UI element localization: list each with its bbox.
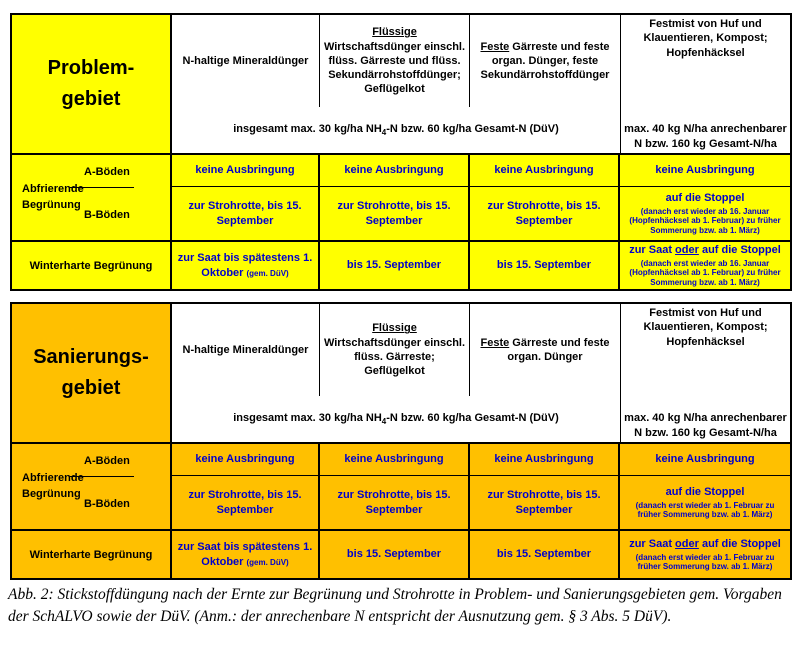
- underlined-word: Flüssige: [372, 26, 417, 39]
- cell-text: auf die Stoppel: [665, 486, 745, 499]
- sanierungsgebiet-title-line2: gebiet: [61, 377, 121, 399]
- problem-insgesamt-row: [172, 107, 620, 153]
- figure-caption: Abb. 2: Stickstoffdüngung nach der Ernte zur Begrünung und Strohrotte in Problem- und Sanierungsgebieten gem. Vorgaben der SchALVO sowie der DüV. (Anm.: der anrechenbare N entspricht der Ausnutzung gem. § 3 Abs. 5 DüV).: [8, 586, 782, 626]
- cell-text: zur Strohrotte, bis 15. September: [337, 200, 451, 227]
- header-text: [323, 321, 466, 378]
- cell-pre: zur Saat: [629, 244, 676, 257]
- sanierung-header-mineralduenger: [172, 304, 320, 396]
- insgesamt-post: -N bzw. 60 kg/ha Gesamt-N (DüV): [386, 411, 559, 424]
- header-rest: Gärreste und feste organ. Dünger, feste Sekundärrohstoffdünger: [480, 40, 610, 82]
- festmist-limit: max. 40 kg N/ha anrechenbarer N bzw. 160 kg Gesamt-N/ha: [624, 412, 787, 439]
- cell-text: [629, 243, 781, 257]
- cell-note: (danach erst wieder ab 16. Januar (Hopfenhäcksel ab 1. Februar) zu früher Sommerung bzw. ab 1. März): [629, 258, 781, 287]
- problem-b-fluessig: [320, 186, 470, 240]
- insgesamt-sub: 4: [381, 128, 387, 138]
- sanierungsgebiet-title-cell: [12, 304, 172, 442]
- cell-note: (danach erst wieder ab 1. Februar zu früher Sommerung bzw. ab 1. März): [635, 552, 775, 572]
- problemgebiet-title-line1: Problem-: [47, 57, 135, 79]
- cell-text: [629, 537, 781, 551]
- cell-post: auf die Stoppel: [698, 244, 781, 257]
- boden-sublabels: [84, 444, 170, 529]
- a-boeden-label: A-Böden: [84, 165, 130, 178]
- problem-label-abfrierende-begruenung: [12, 153, 172, 240]
- problem-b-mineral: [172, 186, 320, 240]
- insgesamt-pre: insgesamt max. 30 kg/ha NH: [233, 411, 382, 424]
- problem-a-fluessig: [320, 153, 470, 186]
- cell-post: auf die Stoppel: [698, 538, 781, 551]
- cell-note: (danach erst wieder ab 16. Januar (Hopfenhäcksel ab 1. Februar) zu früher Sommerung bzw. ab 1. März): [629, 206, 781, 235]
- sanierung-w-fest: [470, 529, 620, 578]
- cell-text: zur Strohrotte, bis 15. September: [487, 489, 601, 516]
- sanierung-a-fest: [470, 442, 620, 475]
- problem-w-mineral: [172, 240, 320, 289]
- sanierung-b-festmist: [620, 475, 790, 529]
- problem-b-festmist: [620, 186, 790, 240]
- cell-text: [175, 540, 315, 569]
- festmist-limit: max. 40 kg N/ha anrechenbarer N bzw. 160 kg Gesamt-N/ha: [624, 123, 787, 150]
- cell-text: bis 15. September: [496, 548, 592, 561]
- header-text: N-haltige Mineraldünger: [182, 343, 309, 356]
- cell-main: zur Saat bis spätestens 1. Oktober: [177, 541, 313, 568]
- sanierung-a-festmist: [620, 442, 790, 475]
- underlined-word: Flüssige: [372, 322, 417, 335]
- insgesamt-post: -N bzw. 60 kg/ha Gesamt-N (DüV): [386, 122, 559, 135]
- cell-pre: zur Saat: [629, 538, 676, 551]
- cell-text: keine Ausbringung: [195, 453, 295, 466]
- cell-text: zur Strohrotte, bis 15. September: [188, 489, 302, 516]
- cell-small: (gem. DüV): [246, 268, 289, 278]
- b-boeden-label: B-Böden: [84, 498, 130, 510]
- cell-main: zur Saat bis spätestens 1. Oktober: [177, 252, 313, 279]
- problemgebiet-title-line2: gebiet: [61, 88, 121, 110]
- problem-w-fluessig: [320, 240, 470, 289]
- problem-a-mineral: [172, 153, 320, 186]
- sanierung-b-fluessig: [320, 475, 470, 529]
- underlined-word: Feste: [480, 336, 510, 349]
- b-boeden-label: B-Böden: [84, 209, 130, 221]
- sanierung-w-festmist: [620, 529, 790, 578]
- sanierung-w-mineral: [172, 529, 320, 578]
- problem-a-fest: [470, 153, 620, 186]
- sanierung-header-feste-gaerreste: [470, 304, 620, 396]
- underlined-word: oder: [675, 244, 699, 257]
- sanierung-b-mineral: [172, 475, 320, 529]
- winterharte-label: Winterharte Begrünung: [29, 259, 153, 272]
- problem-header-mineralduenger: [172, 15, 320, 107]
- festmist-title: Festmist von Huf und Klauentieren, Kompost; Hopfenhäcksel: [643, 307, 768, 348]
- problem-b-fest: [470, 186, 620, 240]
- problem-w-fest: [470, 240, 620, 289]
- cell-small: (gem. DüV): [246, 557, 289, 567]
- cell-text: auf die Stoppel: [665, 192, 745, 205]
- cell-note: (danach erst wieder ab 1. Februar zu früher Sommerung bzw. ab 1. März): [635, 500, 775, 520]
- cell-text: keine Ausbringung: [655, 453, 755, 466]
- header-rest: Wirtschaftsdünger einschl. flüss. Gärreste; Geflügelkot: [323, 336, 466, 378]
- cell-text: keine Ausbringung: [195, 164, 295, 177]
- cell-text: bis 15. September: [496, 259, 592, 272]
- header-rest: Gärreste und feste organ. Dünger: [507, 336, 610, 363]
- sanierungsgebiet-table: [10, 302, 792, 580]
- problem-header-festmist: [620, 15, 790, 153]
- sanierung-w-fluessig: [320, 529, 470, 578]
- cell-text: keine Ausbringung: [344, 164, 444, 177]
- cell-text: keine Ausbringung: [344, 453, 444, 466]
- underlined-word: oder: [675, 538, 699, 551]
- problem-header-fluessige-wirtschaftsduenger: [320, 15, 470, 107]
- cell-text: keine Ausbringung: [655, 164, 755, 177]
- problem-w-festmist: [620, 240, 790, 289]
- sanierung-a-mineral: [172, 442, 320, 475]
- insgesamt-text: [233, 123, 559, 137]
- festmist-title: Festmist von Huf und Klauentieren, Kompost; Hopfenhäcksel: [643, 18, 768, 59]
- cell-text: zur Strohrotte, bis 15. September: [337, 489, 451, 516]
- sanierung-b-fest: [470, 475, 620, 529]
- winterharte-label: Winterharte Begrünung: [29, 548, 153, 561]
- sanierung-a-fluessig: [320, 442, 470, 475]
- sanierungsgebiet-title-line1: Sanierungs-: [33, 346, 149, 368]
- header-text: N-haltige Mineraldünger: [182, 54, 309, 67]
- boden-sublabels: [84, 155, 170, 240]
- problem-header-feste-gaerreste: [470, 15, 620, 107]
- abfrierende-begruenung-label: Abfrierende Begrünung: [22, 471, 84, 500]
- insgesamt-pre: insgesamt max. 30 kg/ha NH: [233, 122, 382, 135]
- header-rest: Wirtschaftsdünger einschl. flüss. Gärreste und flüss. Sekundärrohstoffdünger; Geflügelkot: [323, 40, 466, 96]
- header-text: [473, 40, 617, 83]
- cell-text: zur Strohrotte, bis 15. September: [188, 200, 302, 227]
- problem-label-winterharte-begruenung: [12, 240, 172, 289]
- problem-a-festmist: [620, 153, 790, 186]
- cell-text: bis 15. September: [346, 259, 442, 272]
- sanierung-header-festmist: [620, 304, 790, 442]
- cell-text: keine Ausbringung: [494, 453, 594, 466]
- cell-text: bis 15. September: [346, 548, 442, 561]
- sanierung-insgesamt-row: [172, 396, 620, 442]
- abfrierende-begruenung-label: Abfrierende Begrünung: [22, 182, 84, 211]
- insgesamt-sub: 4: [381, 417, 387, 427]
- sanierung-header-fluessige-wirtschaftsduenger: [320, 304, 470, 396]
- header-text: [473, 336, 617, 365]
- sanierung-label-winterharte-begruenung: [12, 529, 172, 578]
- problemgebiet-title-cell: [12, 15, 172, 153]
- a-boeden-label: A-Böden: [84, 454, 130, 467]
- problemgebiet-table: [10, 13, 792, 291]
- header-text: [323, 25, 466, 96]
- underlined-word: Feste: [480, 40, 510, 53]
- cell-text: zur Strohrotte, bis 15. September: [487, 200, 601, 227]
- cell-text: [175, 251, 315, 280]
- sanierung-label-abfrierende-begruenung: [12, 442, 172, 529]
- cell-text: keine Ausbringung: [494, 164, 594, 177]
- insgesamt-text: [233, 412, 559, 426]
